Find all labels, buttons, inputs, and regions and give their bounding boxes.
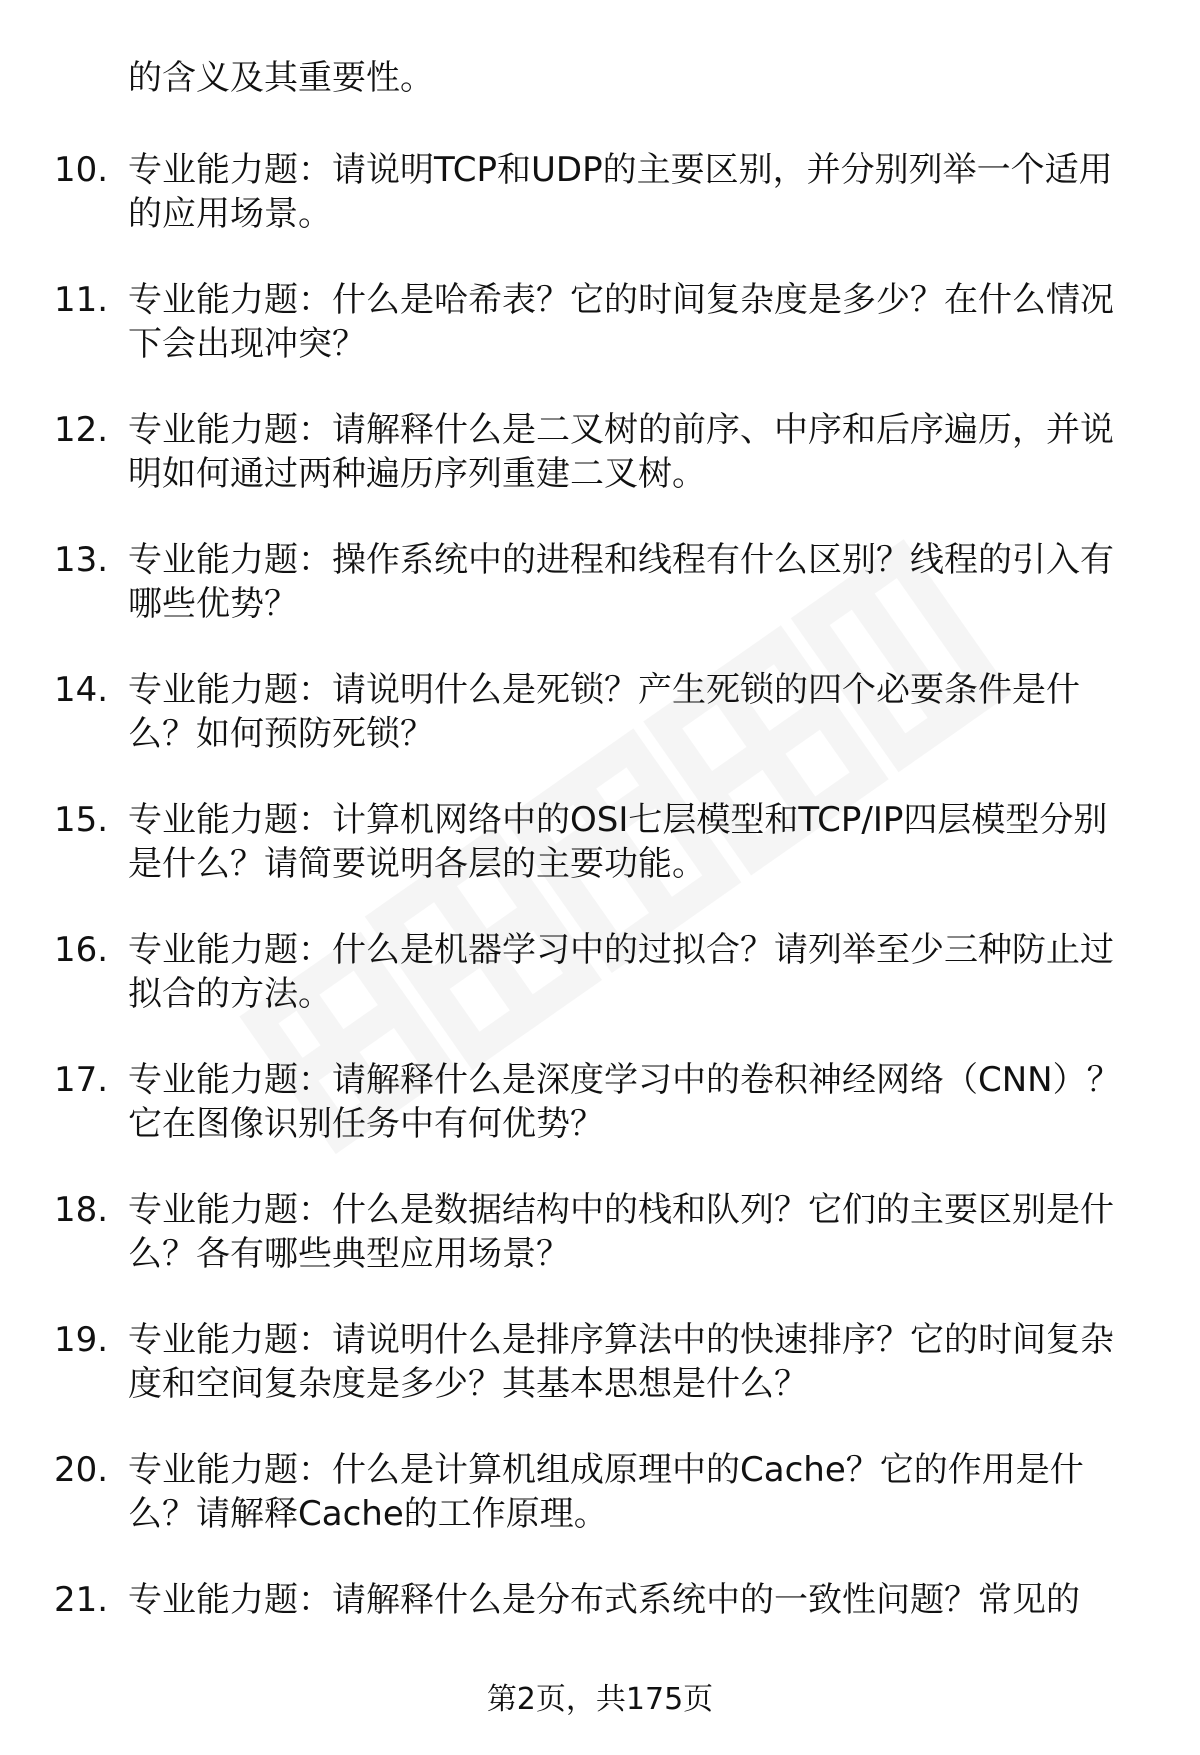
question-number: 14. bbox=[54, 670, 109, 710]
question-number: 19. bbox=[54, 1320, 109, 1360]
page-footer: 第2页，共175页 bbox=[486, 1682, 714, 1717]
question-list bbox=[0, 148, 1200, 1708]
question-text: 专业能力题：什么是数据结构中的栈和队列？它们的主要区别是什么？各有哪些典型应用场景？ bbox=[128, 1190, 1114, 1274]
continuation-text: 的含义及其重要性。 bbox=[128, 58, 434, 98]
question-number: 21. bbox=[54, 1580, 109, 1620]
question-number: 16. bbox=[54, 930, 109, 970]
question-text: 专业能力题：什么是机器学习中的过拟合？请列举至少三种防止过拟合的方法。 bbox=[128, 930, 1114, 1014]
question-item bbox=[0, 798, 1200, 928]
question-text: 专业能力题：请说明什么是死锁？产生死锁的四个必要条件是什么？如何预防死锁？ bbox=[128, 670, 1080, 754]
question-number: 17. bbox=[54, 1060, 109, 1100]
question-text: 专业能力题：请解释什么是二叉树的前序、中序和后序遍历，并说明如何通过两种遍历序列重建二叉树。 bbox=[128, 410, 1114, 494]
question-item bbox=[0, 1318, 1200, 1448]
question-item bbox=[0, 1058, 1200, 1188]
question-text: 专业能力题：什么是计算机组成原理中的Cache？它的作用是什么？请解释Cache的工作原理。 bbox=[128, 1450, 1084, 1534]
question-number: 12. bbox=[54, 410, 109, 450]
question-item bbox=[0, 1448, 1200, 1578]
question-text: 专业能力题：请解释什么是深度学习中的卷积神经网络（CNN）？它在图像识别任务中有何优势？ bbox=[128, 1060, 1121, 1144]
question-item bbox=[0, 538, 1200, 668]
question-item bbox=[0, 148, 1200, 278]
question-number: 18. bbox=[54, 1190, 109, 1230]
question-text: 专业能力题：计算机网络中的OSI七层模型和TCP/IP四层模型分别是什么？请简要说明各层的主要功能。 bbox=[128, 800, 1108, 884]
question-number: 11. bbox=[54, 280, 109, 320]
question-text: 专业能力题：操作系统中的进程和线程有什么区别？线程的引入有哪些优势？ bbox=[128, 540, 1114, 624]
question-number: 15. bbox=[54, 800, 109, 840]
question-item bbox=[0, 668, 1200, 798]
question-number: 20. bbox=[54, 1450, 109, 1490]
question-item bbox=[0, 1188, 1200, 1318]
question-text: 专业能力题：请解释什么是分布式系统中的一致性问题？常见的 bbox=[128, 1580, 1080, 1620]
question-text: 专业能力题：什么是哈希表？它的时间复杂度是多少？在什么情况下会出现冲突？ bbox=[128, 280, 1114, 364]
question-text: 专业能力题：请说明TCP和UDP的主要区别，并分别列举一个适用的应用场景。 bbox=[128, 150, 1113, 234]
question-number: 10. bbox=[54, 150, 109, 190]
question-number: 13. bbox=[54, 540, 109, 580]
question-item bbox=[0, 278, 1200, 408]
question-item bbox=[0, 928, 1200, 1058]
question-text: 专业能力题：请说明什么是排序算法中的快速排序？它的时间复杂度和空间复杂度是多少？其基本思想是什么？ bbox=[128, 1320, 1114, 1404]
question-item bbox=[0, 408, 1200, 538]
